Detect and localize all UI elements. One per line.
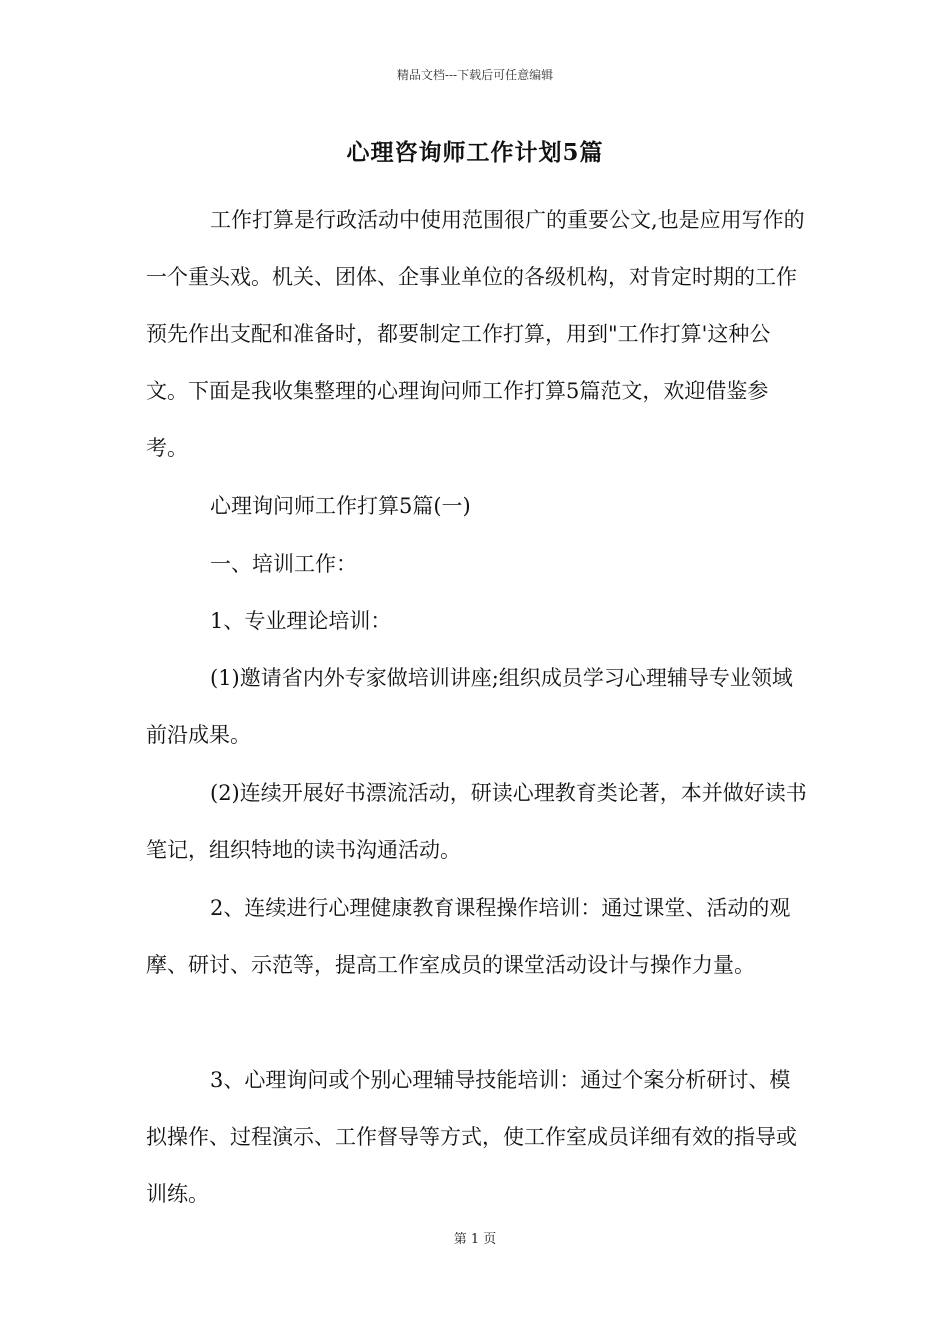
list-item-paragraph: (2)连续开展好书漂流活动，研读心理教育类论著，本并做好读书笔记，组织特地的读书沟通活动。 (146, 781, 807, 862)
list-item-paragraph: (1)邀请省内外专家做培训讲座;组织成员学习心理辅导专业领域前沿成果。 (146, 666, 793, 747)
subsection-heading: 一、培训工作： (210, 552, 357, 576)
intro-paragraph: 工作打算是行政活动中使用范围很广的重要公文,也是应用写作的一个重头戏。机关、团体、企事业单位的各级机构，对肯定时期的工作预先作出支配和准备时，都要制定工作打算，用到"工作打算'这种公文。下面是我收集整理的心理询问师工作打算5篇范文，欢迎借鉴参考。 (146, 208, 805, 460)
page-header: 精品文档---下载后可任意编辑 (396, 68, 554, 82)
section-heading: 心理询问师工作打算5篇(一) (210, 494, 471, 518)
list-item-paragraph: 2、连续进行心理健康教育课程操作培训：通过课堂、活动的观摩、研讨、示范等，提高工作室成员的课堂活动设计与操作力量。 (146, 896, 791, 977)
list-item-paragraph: 3、心理询问或个别心理辅导技能培训：通过个案分析研讨、模拟操作、过程演示、工作督导等方式，使工作室成员详细有效的指导或训练。 (146, 1068, 797, 1206)
list-item-heading: 1、专业理论培训： (210, 609, 392, 633)
page-number: 第 1 页 (453, 1232, 497, 1247)
document-title: 心理咨询师工作计划5篇 (346, 139, 604, 166)
